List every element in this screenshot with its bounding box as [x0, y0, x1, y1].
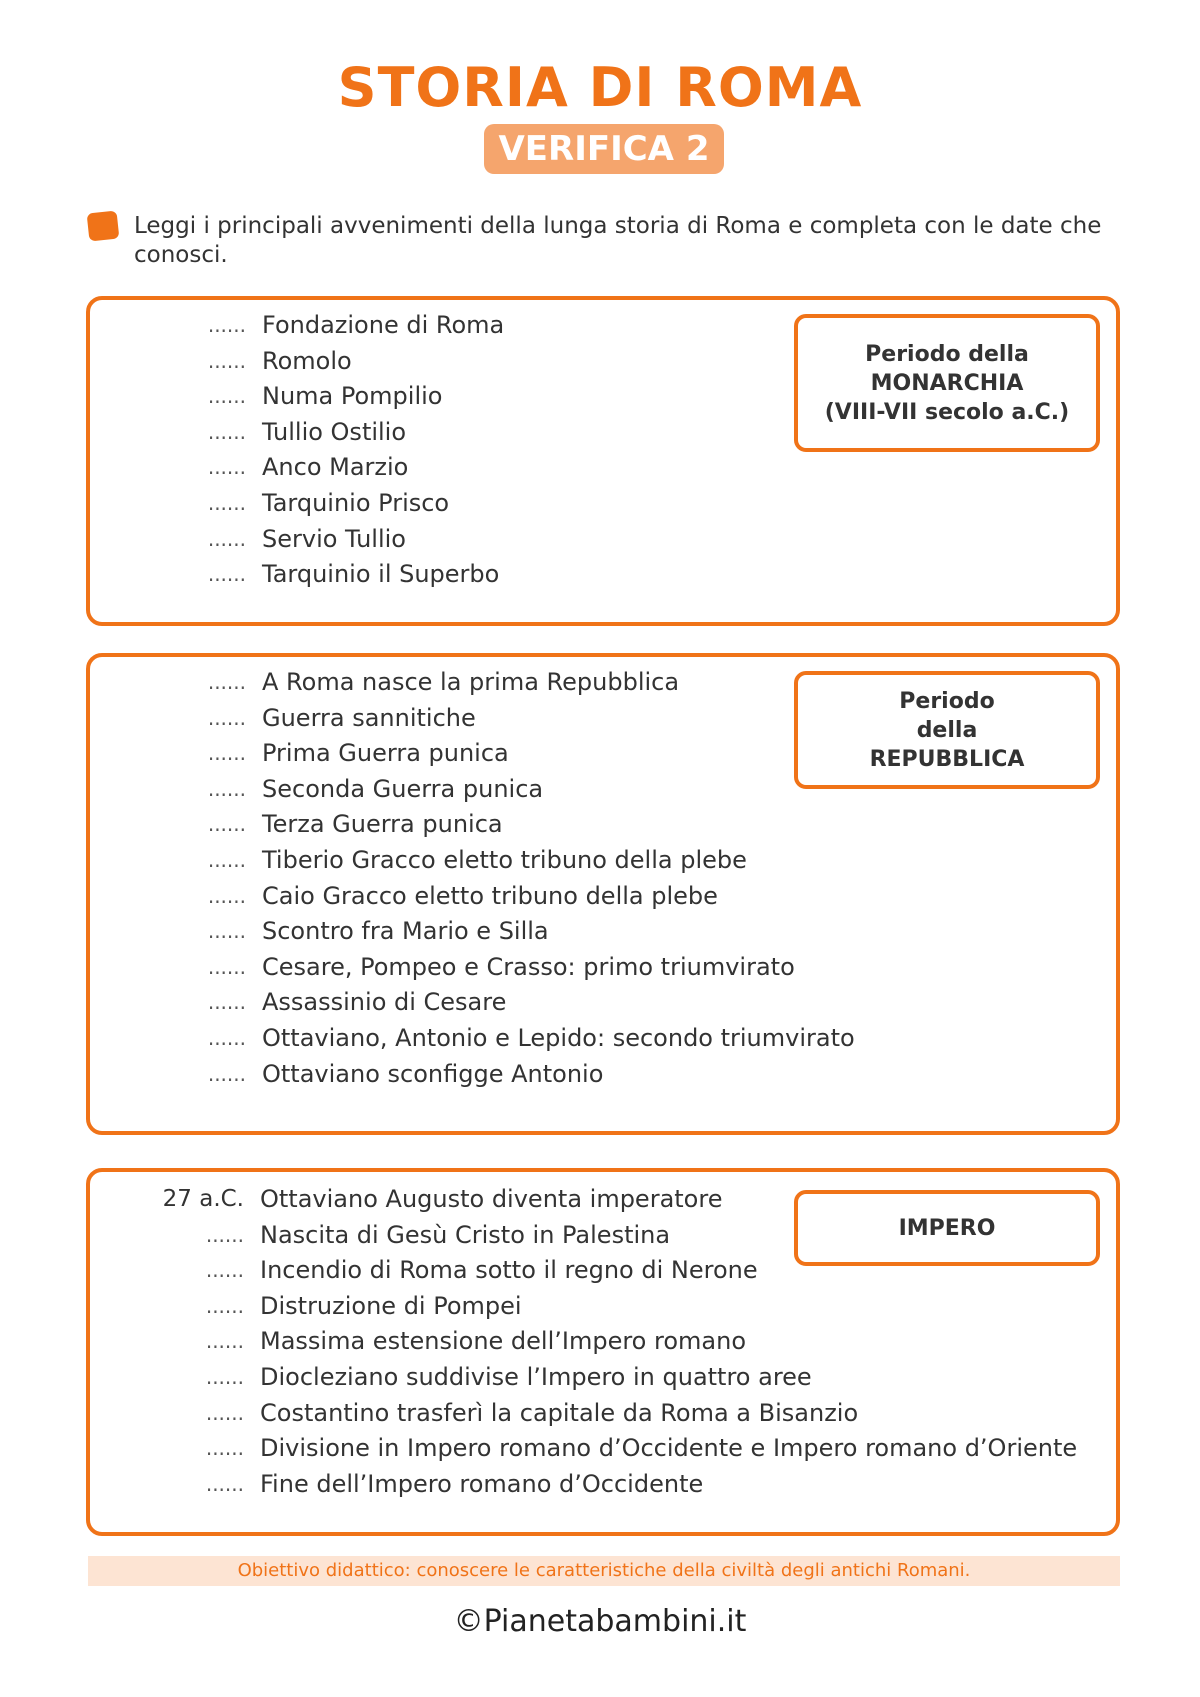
event-text: Ottaviano sconfigge Antonio	[262, 1059, 604, 1088]
event-text: Ottaviano Augusto diventa imperatore	[260, 1185, 723, 1213]
copyright-text: ©Pianetabambini.it	[453, 1604, 747, 1639]
date-blank[interactable]: ......	[205, 1400, 244, 1425]
event-text: Servio Tullio	[262, 524, 406, 553]
date-blank[interactable]: ......	[207, 384, 246, 409]
date-blank[interactable]: ......	[207, 741, 246, 766]
date-blank[interactable]: ......	[207, 313, 246, 337]
date-blank[interactable]: ......	[207, 848, 246, 872]
event-text: Assassinio di Cesare	[262, 988, 507, 1017]
date-blank[interactable]: ......	[205, 1471, 244, 1496]
date-blank[interactable]: ......	[205, 1222, 244, 1247]
page-title: STORIA DI ROMA	[337, 56, 863, 119]
event-text: Tullio Ostilio	[262, 417, 407, 446]
instruction-bullet-icon	[87, 211, 120, 242]
event-text: Fine dell’Impero romano d’Occidente	[260, 1469, 704, 1498]
event-text: Divisione in Impero romano d’Occidente e Impero romano d’Oriente	[260, 1434, 1078, 1463]
date-blank[interactable]: ......	[205, 1365, 244, 1389]
event-text: A Roma nasce la prima Repubblica	[262, 668, 680, 696]
date-blank[interactable]: ......	[205, 1329, 244, 1354]
event-text: Incendio di Roma sotto il regno di Nerone	[260, 1256, 758, 1285]
date-blank[interactable]: ......	[207, 562, 246, 587]
section-monarchia	[86, 296, 1120, 626]
event-text: Guerra sannitiche	[262, 703, 476, 732]
event-date: 27 a.C.	[162, 1186, 244, 1212]
label-line: della	[916, 717, 978, 743]
date-blank[interactable]: ......	[207, 990, 246, 1015]
period-label-monarchia	[794, 314, 1100, 452]
date-blank[interactable]: ......	[207, 776, 246, 801]
date-blank[interactable]: ......	[207, 491, 246, 515]
period-label-impero	[794, 1190, 1100, 1266]
date-blank[interactable]: ......	[207, 670, 246, 694]
event-text: Fondazione di Roma	[262, 311, 505, 339]
date-blank[interactable]: ......	[207, 1026, 246, 1050]
event-text: Distruzione di Pompei	[260, 1291, 522, 1320]
label-line: (VIII-VII secolo a.C.)	[824, 399, 1070, 425]
date-blank[interactable]: ......	[205, 1293, 244, 1318]
date-blank[interactable]: ......	[207, 455, 246, 480]
event-text: Nascita di Gesù Cristo in Palestina	[260, 1220, 671, 1249]
event-text: Ottaviano, Antonio e Lepido: secondo triumvirato	[262, 1024, 855, 1052]
date-blank[interactable]: ......	[207, 1061, 246, 1086]
date-blank[interactable]: ......	[207, 526, 246, 551]
date-blank[interactable]: ......	[207, 954, 246, 979]
period-label-repubblica	[794, 671, 1100, 789]
event-text: Massima estensione dell’Impero romano	[260, 1327, 746, 1356]
date-blank[interactable]: ......	[207, 919, 246, 944]
label-line: REPUBBLICA	[869, 746, 1025, 772]
event-text: Prima Guerra punica	[262, 739, 509, 768]
event-text: Diocleziano suddivise l’Impero in quattro aree	[260, 1363, 812, 1391]
event-text: Numa Pompilio	[262, 382, 443, 411]
event-text: Caio Gracco eletto tribuno della plebe	[262, 881, 718, 910]
date-blank[interactable]: ......	[207, 705, 246, 730]
label-line: IMPERO	[898, 1215, 996, 1241]
date-blank[interactable]: ......	[205, 1436, 244, 1461]
date-blank[interactable]: ......	[205, 1258, 244, 1283]
event-text: Costantino trasferì la capitale da Roma a Bisanzio	[260, 1398, 859, 1427]
didactic-objective: Obiettivo didattico: conoscere le caratteristiche della civiltà degli antichi Romani.	[88, 1556, 1120, 1586]
date-blank[interactable]: ......	[207, 812, 246, 837]
event-text: Terza Guerra punica	[262, 810, 503, 839]
date-blank[interactable]: ......	[207, 348, 246, 373]
event-text: Tarquinio Prisco	[262, 489, 450, 517]
event-text: Seconda Guerra punica	[262, 774, 544, 803]
section-repubblica	[86, 653, 1120, 1135]
date-blank[interactable]: ......	[207, 883, 246, 908]
label-line: Periodo	[899, 688, 995, 714]
event-text: Cesare, Pompeo e Crasso: primo triumvirato	[262, 952, 795, 981]
event-text: Tarquinio il Superbo	[262, 560, 500, 589]
event-text: Tiberio Gracco eletto tribuno della plebe	[262, 846, 747, 874]
test-badge: VERIFICA 2	[484, 124, 724, 174]
instructions-text: Leggi i principali avvenimenti della lunga storia di Roma e completa con le date che conosci.	[134, 213, 1102, 268]
label-line: Periodo della	[865, 341, 1029, 367]
event-text: Romolo	[262, 346, 352, 375]
date-blank[interactable]: ......	[207, 419, 246, 444]
event-text: Anco Marzio	[262, 453, 409, 482]
label-line: MONARCHIA	[870, 370, 1024, 396]
section-impero	[86, 1168, 1120, 1536]
event-text: Scontro fra Mario e Silla	[262, 917, 549, 946]
